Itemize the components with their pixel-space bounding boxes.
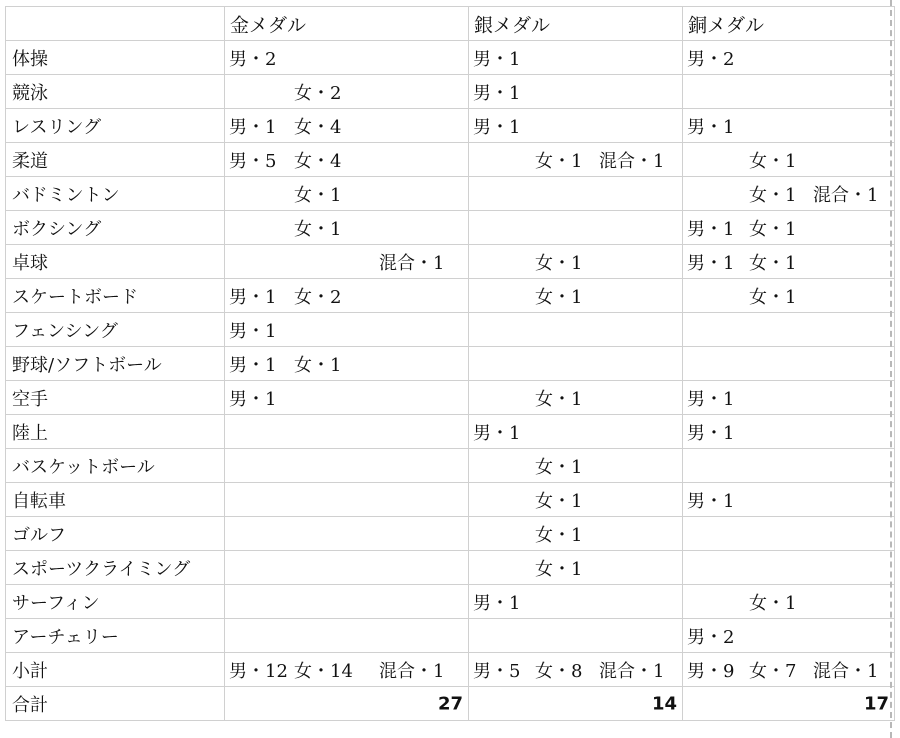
sport-cell[interactable] [6, 483, 225, 517]
silver-medal-cell[interactable] [469, 279, 683, 313]
sport-label: 小計 [12, 660, 48, 682]
header-cell[interactable] [683, 7, 895, 41]
header-row [6, 7, 895, 41]
women-count: 女・1 [294, 184, 342, 206]
women-count: 女・7 [749, 660, 797, 682]
silver-medal-cell[interactable] [469, 211, 683, 245]
silver-medal-cell[interactable] [469, 109, 683, 143]
men-count: 男・5 [229, 150, 277, 172]
gold-total: 27 [437, 693, 463, 714]
women-count: 女・2 [294, 286, 342, 308]
silver-medal-cell[interactable] [469, 517, 683, 551]
sport-cell[interactable] [6, 551, 225, 585]
women-count: 女・1 [294, 354, 342, 376]
gold-medal-cell[interactable] [225, 483, 469, 517]
men-count: 男・1 [687, 422, 735, 444]
gold-total-cell[interactable] [225, 687, 469, 721]
women-count: 女・1 [535, 150, 583, 172]
gold-medal-cell[interactable] [225, 381, 469, 415]
gold-medal-cell[interactable] [225, 347, 469, 381]
silver-medal-cell[interactable] [469, 143, 683, 177]
silver-medal-cell[interactable] [469, 483, 683, 517]
bronze-medal-cell[interactable] [683, 517, 895, 551]
header-cell[interactable] [225, 7, 469, 41]
men-count: 男・1 [229, 354, 277, 376]
silver-medal-cell[interactable] [469, 41, 683, 75]
bronze-medal-cell[interactable] [683, 551, 895, 585]
sport-cell[interactable] [6, 279, 225, 313]
gold-medal-cell[interactable] [225, 415, 469, 449]
women-count: 女・1 [749, 184, 797, 206]
table-row [6, 211, 895, 245]
sport-label: バスケットボール [12, 456, 155, 478]
bronze-medal-cell[interactable] [683, 75, 895, 109]
bronze-medal-cell[interactable] [683, 41, 895, 75]
bronze-medal-cell[interactable] [683, 347, 895, 381]
table-row [6, 177, 895, 211]
bronze-medal-cell[interactable] [683, 211, 895, 245]
men-count: 男・1 [229, 286, 277, 308]
men-count: 男・1 [687, 388, 735, 410]
men-count: 男・12 [229, 660, 288, 682]
women-count: 女・2 [294, 82, 342, 104]
column-header: 銀メダル [474, 14, 551, 36]
bronze-medal-cell[interactable] [683, 619, 895, 653]
sport-cell[interactable] [6, 41, 225, 75]
gold-medal-cell[interactable] [225, 585, 469, 619]
men-count: 男・1 [473, 82, 521, 104]
bronze-medal-cell[interactable] [683, 585, 895, 619]
bronze-medal-cell[interactable] [683, 177, 895, 211]
bronze-total-cell[interactable] [683, 687, 895, 721]
women-count: 女・1 [535, 456, 583, 478]
table-row [6, 483, 895, 517]
sport-label: 柔道 [12, 150, 48, 172]
sport-label: アーチェリー [12, 626, 119, 648]
bronze-medal-cell[interactable] [683, 279, 895, 313]
gold-medal-cell[interactable] [225, 41, 469, 75]
sport-label: 卓球 [12, 252, 48, 274]
mixed-count: 混合・1 [813, 184, 879, 206]
sport-label: サーフィン [12, 592, 100, 614]
sport-cell[interactable] [6, 619, 225, 653]
sport-cell[interactable] [6, 653, 225, 687]
women-count: 女・1 [535, 490, 583, 512]
sport-label: フェンシング [12, 320, 118, 342]
men-count: 男・2 [687, 48, 735, 70]
table-row [6, 109, 895, 143]
sport-cell[interactable] [6, 585, 225, 619]
gold-medal-cell[interactable] [225, 517, 469, 551]
women-count: 女・1 [535, 252, 583, 274]
sport-cell[interactable] [6, 381, 225, 415]
women-count: 女・1 [535, 558, 583, 580]
table-row [6, 619, 895, 653]
sport-label: 自転車 [12, 490, 66, 512]
column-header: 金メダル [230, 14, 307, 36]
silver-medal-cell[interactable] [469, 347, 683, 381]
gold-medal-cell[interactable] [225, 211, 469, 245]
mixed-count: 混合・1 [599, 660, 665, 682]
silver-medal-cell[interactable] [469, 619, 683, 653]
women-count: 女・1 [749, 150, 797, 172]
bronze-medal-cell[interactable] [683, 653, 895, 687]
sport-label: 競泳 [12, 82, 48, 104]
men-count: 男・1 [229, 388, 277, 410]
table-row [6, 313, 895, 347]
sport-label: バドミントン [12, 184, 120, 206]
gold-medal-cell[interactable] [225, 619, 469, 653]
bronze-total: 17 [863, 693, 889, 714]
women-count: 女・4 [294, 150, 342, 172]
mixed-count: 混合・1 [379, 252, 445, 274]
table-row [6, 347, 895, 381]
men-count: 男・1 [229, 116, 277, 138]
silver-total: 14 [651, 693, 677, 714]
bronze-medal-cell[interactable] [683, 313, 895, 347]
sport-label: ゴルフ [12, 524, 66, 546]
sport-label: 陸上 [12, 422, 48, 444]
totals-row [6, 687, 895, 721]
gold-medal-cell[interactable] [225, 551, 469, 585]
table-row [6, 75, 895, 109]
women-count: 女・1 [749, 592, 797, 614]
silver-medal-cell[interactable] [469, 585, 683, 619]
men-count: 男・1 [687, 252, 735, 274]
sport-cell[interactable] [6, 415, 225, 449]
men-count: 男・1 [473, 422, 521, 444]
table-row [6, 415, 895, 449]
women-count: 女・8 [535, 660, 583, 682]
women-count: 女・1 [535, 524, 583, 546]
sport-cell[interactable] [6, 143, 225, 177]
men-count: 男・1 [473, 116, 521, 138]
sport-label: 野球/ソフトボール [12, 354, 162, 376]
women-count: 女・1 [535, 388, 583, 410]
sport-cell[interactable] [6, 211, 225, 245]
sport-label: レスリング [12, 116, 102, 138]
silver-medal-cell[interactable] [469, 75, 683, 109]
silver-medal-cell[interactable] [469, 313, 683, 347]
sport-label: 体操 [12, 48, 48, 70]
table-row [6, 517, 895, 551]
table-row [6, 551, 895, 585]
women-count: 女・1 [749, 286, 797, 308]
silver-medal-cell[interactable] [469, 245, 683, 279]
women-count: 女・1 [749, 218, 797, 240]
mixed-count: 混合・1 [813, 660, 879, 682]
silver-medal-cell[interactable] [469, 177, 683, 211]
bronze-medal-cell[interactable] [683, 483, 895, 517]
gold-medal-cell[interactable] [225, 143, 469, 177]
sport-cell[interactable] [6, 245, 225, 279]
silver-medal-cell[interactable] [469, 381, 683, 415]
men-count: 男・9 [687, 660, 735, 682]
bronze-medal-cell[interactable] [683, 449, 895, 483]
women-count: 女・1 [535, 286, 583, 308]
bronze-medal-cell[interactable] [683, 143, 895, 177]
total-label-cell[interactable] [6, 687, 225, 721]
men-count: 男・5 [473, 660, 521, 682]
sport-cell[interactable] [6, 449, 225, 483]
men-count: 男・1 [687, 218, 735, 240]
men-count: 男・1 [473, 48, 521, 70]
sport-label: スポーツクライミング [12, 558, 191, 580]
men-count: 男・1 [687, 490, 735, 512]
silver-medal-cell[interactable] [469, 551, 683, 585]
gold-medal-cell[interactable] [225, 177, 469, 211]
sport-cell[interactable] [6, 517, 225, 551]
men-count: 男・2 [229, 48, 277, 70]
sport-label: スケートボード [12, 286, 138, 308]
page-break-line [890, 0, 892, 738]
gold-medal-cell[interactable] [225, 653, 469, 687]
bronze-medal-cell[interactable] [683, 381, 895, 415]
silver-medal-cell[interactable] [469, 415, 683, 449]
mixed-count: 混合・1 [599, 150, 665, 172]
header-cell[interactable] [469, 7, 683, 41]
gold-medal-cell[interactable] [225, 109, 469, 143]
women-count: 女・14 [294, 660, 353, 682]
men-count: 男・1 [473, 592, 521, 614]
mixed-count: 混合・1 [379, 660, 445, 682]
gold-medal-cell[interactable] [225, 313, 469, 347]
bronze-medal-cell[interactable] [683, 415, 895, 449]
sport-cell[interactable] [6, 109, 225, 143]
total-label: 合計 [12, 694, 48, 716]
sport-label: ボクシング [12, 218, 102, 240]
gold-medal-cell[interactable] [225, 245, 469, 279]
silver-medal-cell[interactable] [469, 449, 683, 483]
table-row [6, 449, 895, 483]
sport-cell[interactable] [6, 347, 225, 381]
silver-medal-cell[interactable] [469, 653, 683, 687]
sport-cell[interactable] [6, 177, 225, 211]
sport-cell[interactable] [6, 313, 225, 347]
header-corner-cell[interactable] [6, 7, 225, 41]
men-count: 男・2 [687, 626, 735, 648]
bronze-medal-cell[interactable] [683, 245, 895, 279]
table-row [6, 245, 895, 279]
sport-label: 空手 [12, 388, 48, 410]
table-row [6, 279, 895, 313]
gold-medal-cell[interactable] [225, 449, 469, 483]
medal-table [5, 6, 895, 721]
table-row [6, 585, 895, 619]
silver-total-cell[interactable] [469, 687, 683, 721]
table-row [6, 653, 895, 687]
gold-medal-cell[interactable] [225, 279, 469, 313]
women-count: 女・4 [294, 116, 342, 138]
men-count: 男・1 [229, 320, 277, 342]
gold-medal-cell[interactable] [225, 75, 469, 109]
table-row [6, 381, 895, 415]
column-header: 銅メダル [688, 14, 765, 36]
table-row [6, 143, 895, 177]
men-count: 男・1 [687, 116, 735, 138]
table-row [6, 41, 895, 75]
women-count: 女・1 [294, 218, 342, 240]
women-count: 女・1 [749, 252, 797, 274]
bronze-medal-cell[interactable] [683, 109, 895, 143]
sport-cell[interactable] [6, 75, 225, 109]
